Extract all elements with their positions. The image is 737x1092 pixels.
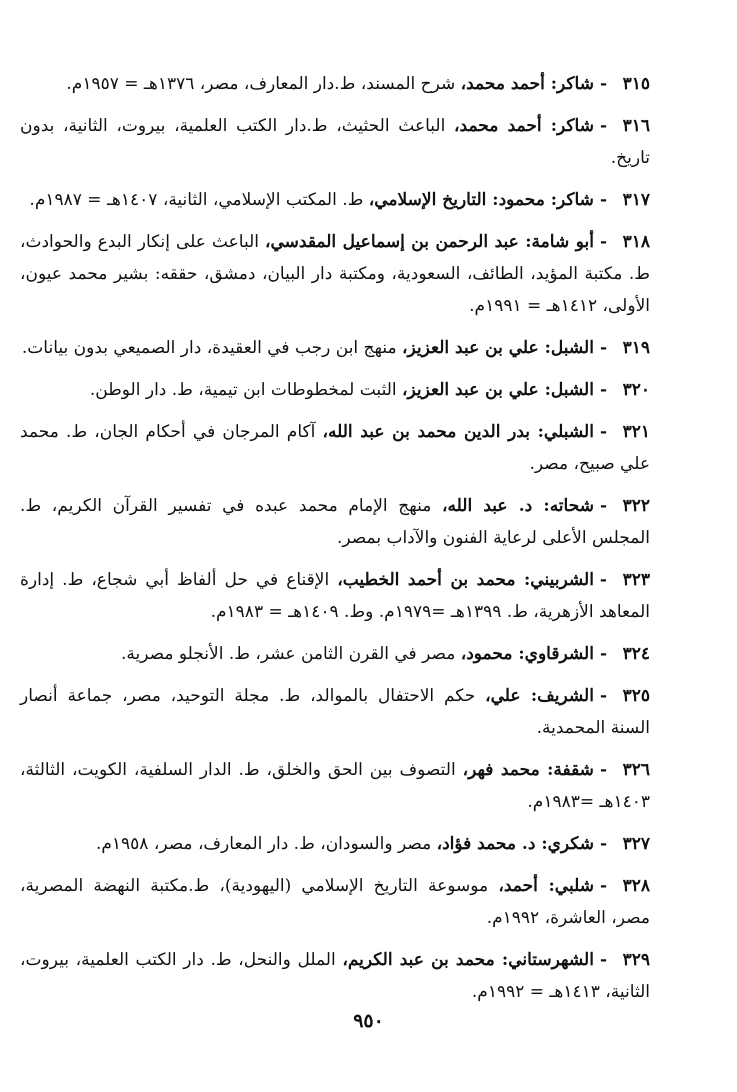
bibliography-entry: ٣١٥-شاكر: أحمد محمد، شرح المسند، ط.دار المعارف، مصر، ١٣٧٦هـ = ١٩٥٧م. (20, 68, 650, 100)
entry-details: آكام المرجان في أحكام الجان، ط. محمد علي صبيح، مصر. (20, 422, 650, 474)
entry-author: الشرقاوي: محمود، (460, 644, 594, 664)
entry-author: شلبي: أحمد، (498, 876, 594, 896)
entry-number: ٣٢٠ (622, 380, 650, 400)
entry-author: الشبلي: بدر الدين محمد بن عبد الله، (322, 422, 594, 442)
entry-number: ٣٢٨ (622, 876, 651, 896)
entry-number: ٣٢٩ (622, 950, 651, 970)
entry-author: الشريف: علي، (485, 686, 594, 706)
entry-author: الشربيني: محمد بن أحمد الخطيب، (337, 570, 594, 590)
entry-number: ٣٢٧ (622, 834, 650, 854)
entry-details: الملل والنحل، ط. دار الكتب العلمية، بيروت، الثانية، ١٤١٣هـ = ١٩٩٢م. (20, 950, 650, 1002)
entry-number: ٣١٧ (622, 190, 650, 210)
entry-number: ٣١٨ (622, 232, 651, 252)
entry-author: شقفة: محمد فهر، (462, 760, 594, 780)
entry-number: ٣٢٣ (622, 570, 650, 590)
entry-author: شكري: د. محمد فؤاد، (436, 834, 594, 854)
bibliography-entry: ٣٢٣-الشربيني: محمد بن أحمد الخطيب، الإقناع في حل ألفاظ أبي شجاع، ط. إدارة المعاهد الأزهرية، ط. ١٣٩٩هـ =١٩٧٩م. وط. ١٤٠٩هـ = ١٩٨٣م. (20, 564, 650, 628)
entry-number: ٣٢٢ (622, 496, 651, 516)
bibliography-entry: ٣٢٤-الشرقاوي: محمود، مصر في القرن الثامن عشر، ط. الأنجلو مصرية. (20, 638, 650, 670)
bibliography-page (20, 68, 650, 1018)
entry-details: الباعث على إنكار البدع والحوادث، ط. مكتبة المؤيد، الطائف، السعودية، ومكتبة دار البيان، دمشق، حققه: بشير محمد عيون، الأولى، ١٤١٢هـ = ١٩٩١م. (20, 232, 650, 316)
entry-author: شاكر: محمود: التاريخ الإسلامي، (368, 190, 594, 210)
entry-number: ٣٢١ (622, 422, 650, 442)
bibliography-entry: ٣٢٦-شقفة: محمد فهر، التصوف بين الحق والخلق، ط. الدار السلفية، الكويت، الثالثة، ١٤٠٣هـ =١٩٨٣م. (20, 754, 650, 818)
entry-number: ٣١٦ (622, 116, 651, 136)
page-number: ٩٥٠ (353, 1010, 384, 1032)
bibliography-entry: ٣٢٠-الشبل: علي بن عبد العزيز، الثبت لمخطوطات ابن تيمية، ط. دار الوطن. (20, 374, 650, 406)
entry-details: الثبت لمخطوطات ابن تيمية، ط. دار الوطن. (89, 380, 397, 400)
bibliography-entry: ٣١٩-الشبل: علي بن عبد العزيز، منهج ابن رجب في العقيدة، دار الصميعي بدون بيانات. (20, 332, 650, 364)
entry-details: منهج الإمام محمد عبده في تفسير القرآن الكريم، ط. المجلس الأعلى لرعاية الفنون والآداب بمصر. (20, 496, 650, 548)
entry-author: الشبل: علي بن عبد العزيز، (402, 338, 594, 358)
entry-author: الشبل: علي بن عبد العزيز، (402, 380, 594, 400)
entry-author: شاكر: أحمد محمد، (460, 74, 594, 94)
bibliography-entry: ٣٢٥-الشريف: علي، حكم الاحتفال بالموالد، ط. مجلة التوحيد، مصر، جماعة أنصار السنة المحمدية. (20, 680, 650, 744)
entry-details: مصر في القرن الثامن عشر، ط. الأنجلو مصرية. (121, 644, 456, 664)
entry-details: منهج ابن رجب في العقيدة، دار الصميعي بدون بيانات. (21, 338, 397, 358)
bibliography-entry: ٣١٨-أبو شامة: عبد الرحمن بن إسماعيل المقدسي، الباعث على إنكار البدع والحوادث، ط. مكتبة المؤيد، الطائف، السعودية، ومكتبة دار البيان، دمشق، حققه: بشير محمد عيون، الأولى، ١٤١٢هـ = ١٩٩١م. (20, 226, 650, 322)
bibliography-entry: ٣٢١-الشبلي: بدر الدين محمد بن عبد الله، آكام المرجان في أحكام الجان، ط. محمد علي صبيح، مصر. (20, 416, 650, 480)
bibliography-entry: ٣١٦-شاكر: أحمد محمد، الباعث الحثيث، ط.دار الكتب العلمية، بيروت، الثانية، بدون تاريخ. (20, 110, 650, 174)
bibliography-entry: ٣٢٩-الشهرستاني: محمد بن عبد الكريم، الملل والنحل، ط. دار الكتب العلمية، بيروت، الثانية، ١٤١٣هـ = ١٩٩٢م. (20, 944, 650, 1008)
entry-number: ٣٢٤ (622, 644, 650, 664)
bibliography-entry: ٣٢٨-شلبي: أحمد، موسوعة التاريخ الإسلامي (اليهودية)، ط.مكتبة النهضة المصرية، مصر، العاشرة، ١٩٩٢م. (20, 870, 650, 934)
entry-details: شرح المسند، ط.دار المعارف، مصر، ١٣٧٦هـ = ١٩٥٧م. (66, 74, 456, 94)
bibliography-entry: ٣٢٢-شحاته: د. عبد الله، منهج الإمام محمد عبده في تفسير القرآن الكريم، ط. المجلس الأعلى لرعاية الفنون والآداب بمصر. (20, 490, 650, 554)
bibliography-entry: ٣٢٧-شكري: د. محمد فؤاد، مصر والسودان، ط. دار المعارف، مصر، ١٩٥٨م. (20, 828, 650, 860)
entry-number: ٣٢٦ (622, 760, 650, 780)
bibliography-entry: ٣١٧-شاكر: محمود: التاريخ الإسلامي، ط. المكتب الإسلامي، الثانية، ١٤٠٧هـ = ١٩٨٧م. (20, 184, 650, 216)
entry-author: شاكر: أحمد محمد، (454, 116, 594, 136)
entry-details: موسوعة التاريخ الإسلامي (اليهودية)، ط.مكتبة النهضة المصرية، مصر، العاشرة، ١٩٩٢م. (20, 876, 650, 928)
entry-number: ٣١٩ (622, 338, 650, 358)
entry-author: شحاته: د. عبد الله، (442, 496, 594, 516)
entry-details: الباعث الحثيث، ط.دار الكتب العلمية، بيروت، الثانية، بدون تاريخ. (20, 116, 650, 168)
entry-details: التصوف بين الحق والخلق، ط. الدار السلفية، الكويت، الثالثة، ١٤٠٣هـ =١٩٨٣م. (20, 760, 650, 812)
entry-details: الإقناع في حل ألفاظ أبي شجاع، ط. إدارة المعاهد الأزهرية، ط. ١٣٩٩هـ =١٩٧٩م. وط. ١٤٠٩هـ = ١٩٨٣م. (20, 570, 650, 622)
entry-author: الشهرستاني: محمد بن عبد الكريم، (342, 950, 594, 970)
entry-details: ط. المكتب الإسلامي، الثانية، ١٤٠٧هـ = ١٩٨٧م. (29, 190, 364, 210)
entry-details: مصر والسودان، ط. دار المعارف، مصر، ١٩٥٨م. (95, 834, 432, 854)
entry-details: حكم الاحتفال بالموالد، ط. مجلة التوحيد، مصر، جماعة أنصار السنة المحمدية. (20, 686, 650, 738)
entry-number: ٣٢٥ (622, 686, 651, 706)
entry-author: أبو شامة: عبد الرحمن بن إسماعيل المقدسي، (265, 232, 594, 252)
entry-number: ٣١٥ (622, 74, 650, 94)
